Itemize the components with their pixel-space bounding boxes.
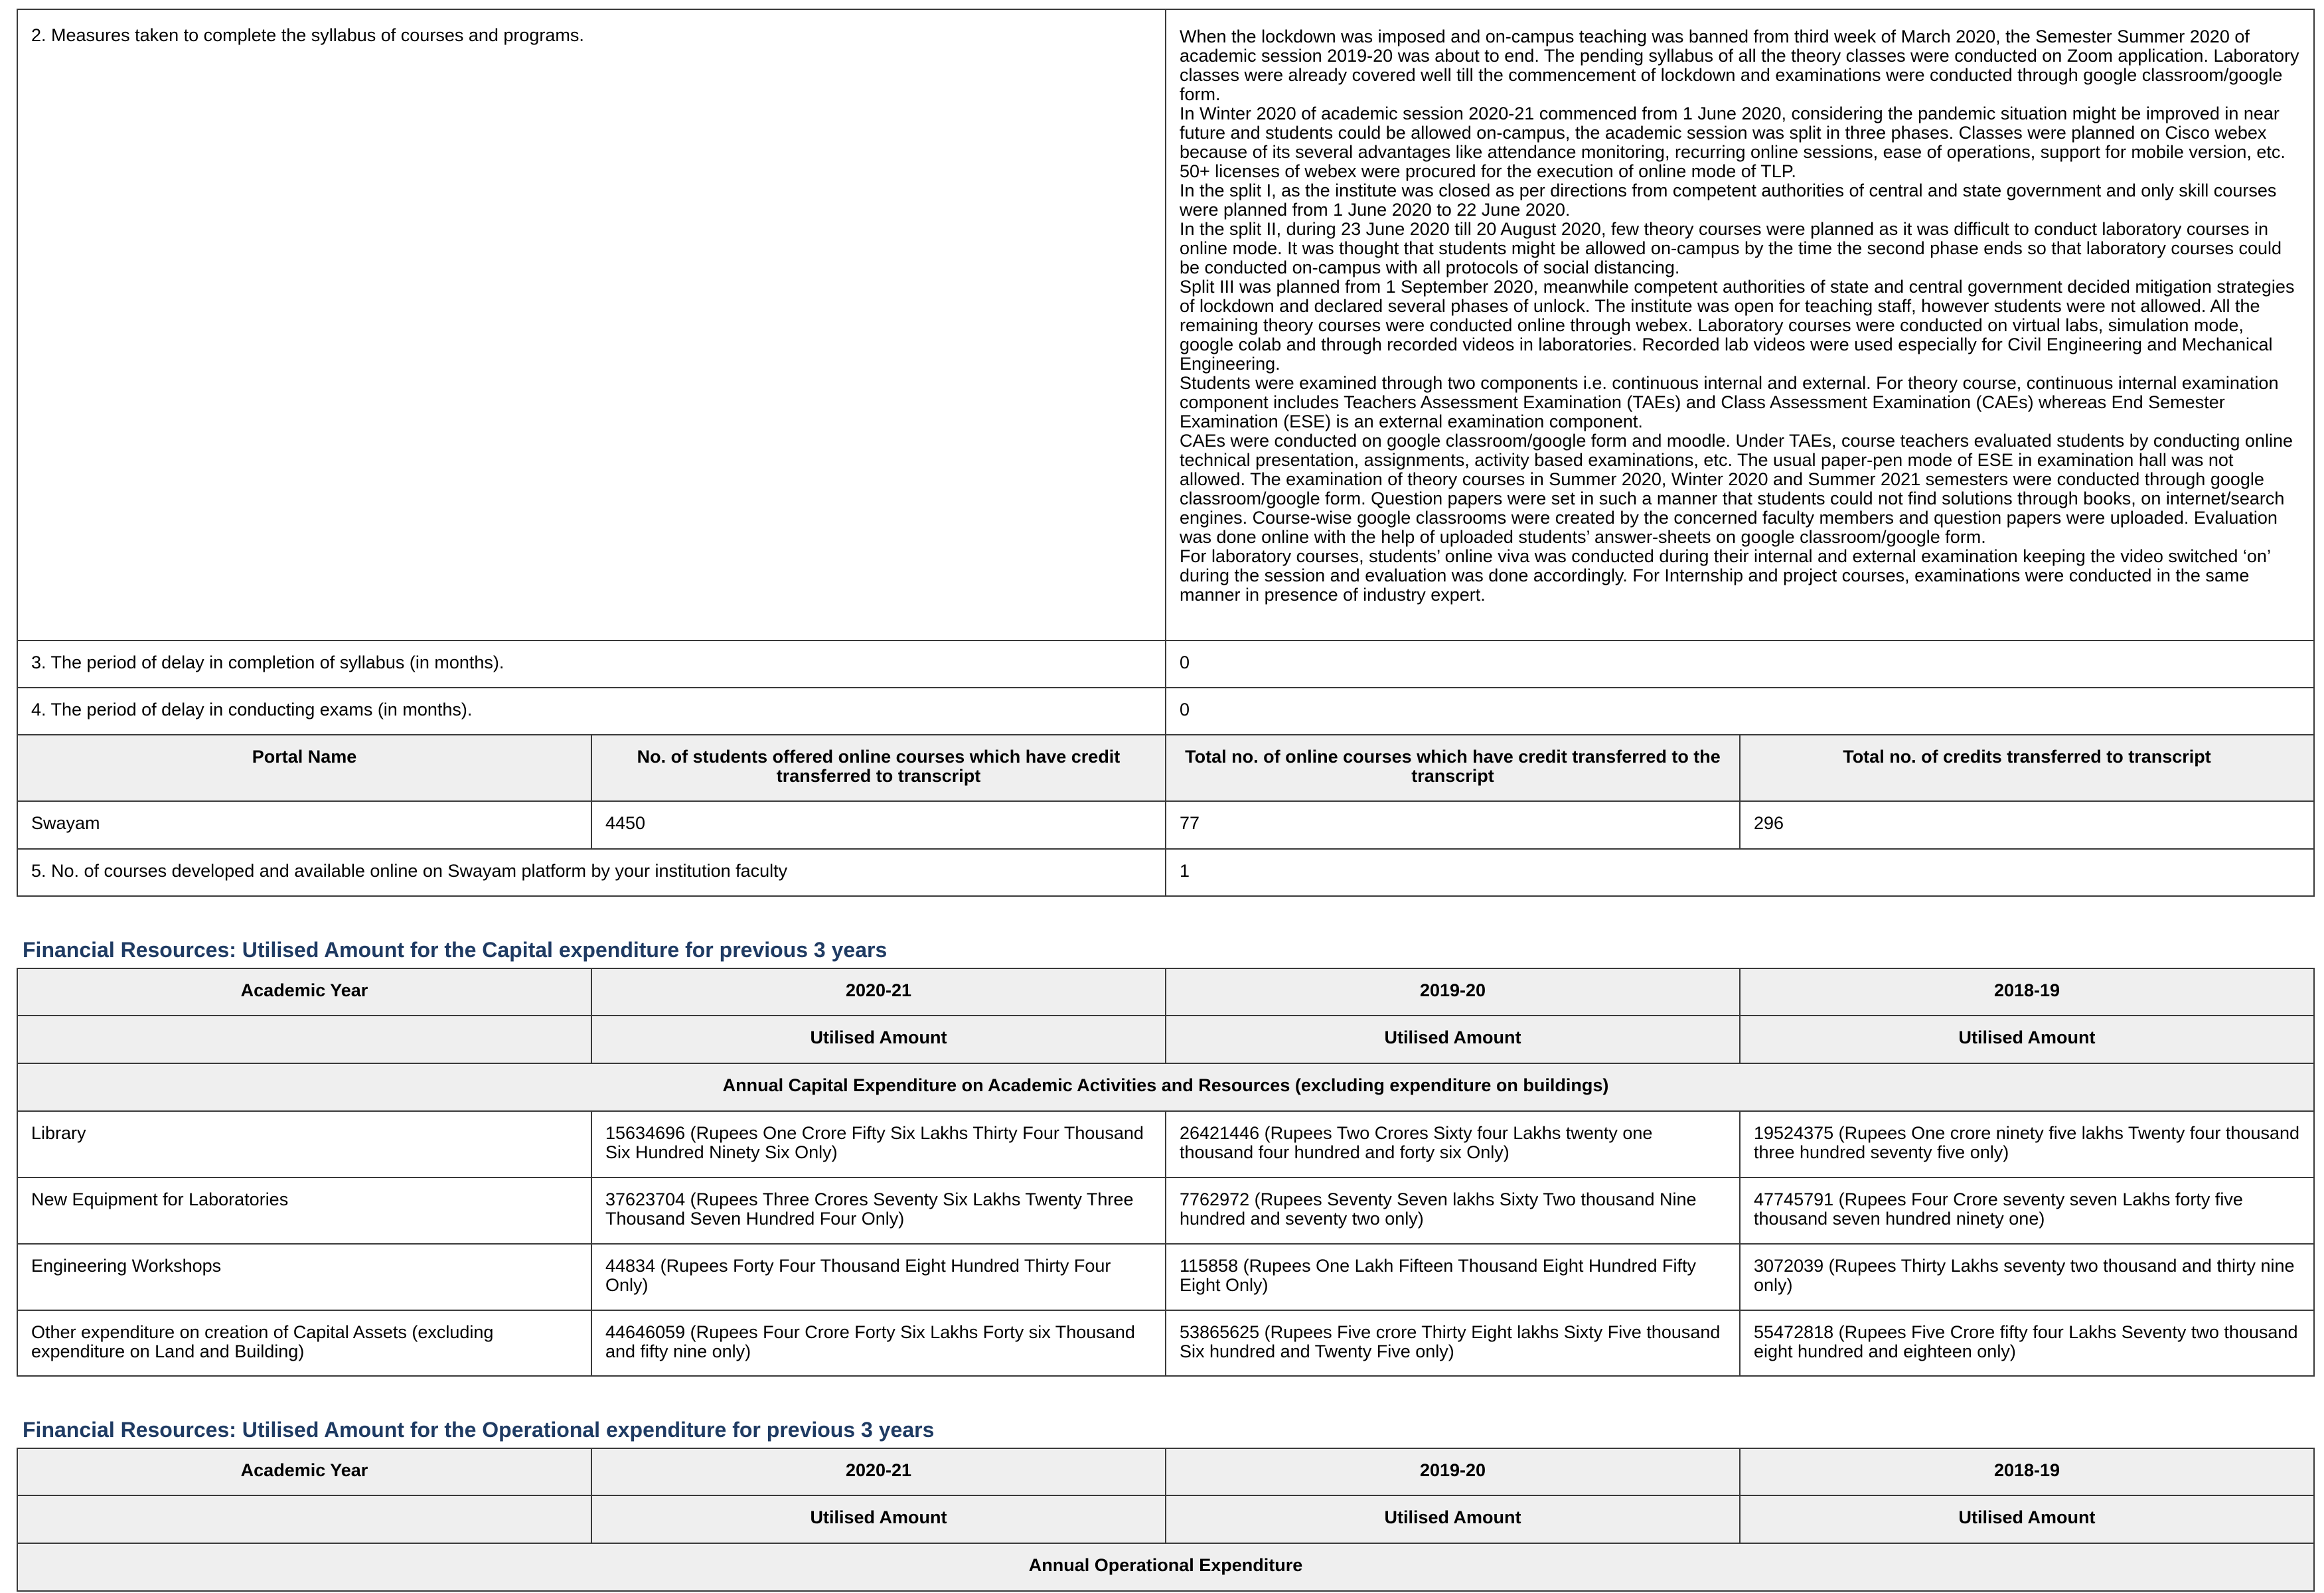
q5-label: 5. No. of courses developed and available online on Swayam platform by your institution faculty	[17, 849, 1166, 896]
amount-cell: 47745791 (Rupees Four Crore seventy seven Lakhs forty five thousand seven hundred ninety one)	[1740, 1177, 2314, 1244]
amount-cell: 19524375 (Rupees One crore ninety five lakhs Twenty four thousand three hundred seventy five only)	[1740, 1111, 2314, 1177]
q2-paragraph: CAEs were conducted on google classroom/google form and moodle. Under TAEs, course teachers evaluated students by conducting online technical presentation, assignments, activity based examinations, etc. The usual paper-pen mode of ESE in examination hall was not allowed. The examination of theory courses in Summer 2020, Winter 2020 and Summer 2021 semesters were conducted through google classroom/google form. Question papers were set in such a manner that students could not find solutions through books, on internet/search engines. Course-wise google classrooms were created by the concerned faculty members and question papers were uploaded. Evaluation was done online with the help of uploaded students’ answer-sheets on google classroom/google form.	[1180, 431, 2293, 547]
operational-expenditure-table	[17, 1448, 2315, 1592]
amount-cell: 15634696 (Rupees One Crore Fifty Six Lakhs Thirty Four Thousand Six Hundred Ninety Six Only)	[591, 1111, 1166, 1177]
q5-row	[17, 849, 2314, 896]
q2-paragraph: In the split I, as the institute was closed as per directions from competent authorities of central and state government and only skill courses were planned from 1 June 2020 to 22 June 2020.	[1180, 181, 2277, 220]
q4-label: 4. The period of delay in conducting exams (in months).	[17, 688, 1166, 735]
section-row	[17, 1063, 2314, 1111]
amount-cell: 26421446 (Rupees Two Crores Sixty four Lakhs twenty one thousand four hundred and forty six Only)	[1166, 1111, 1740, 1177]
portal-header: Total no. of online courses which have credit transferred to the transcript	[1166, 735, 1740, 801]
q2-paragraph: In Winter 2020 of academic session 2020-21 commenced from 1 June 2020, considering the pandemic situation might be improved in near future and students could be allowed on-campus, the academic session was split in three phases. Classes were planned on Cisco webex because of its several advantages like attendance monitoring, recurring online sessions, ease of operations, support for mobile version, etc. 50+ licenses of webex were procured for the execution of online mode of TLP.	[1180, 104, 2285, 181]
q2-answer	[1166, 9, 2314, 641]
capital-section-label: Annual Capital Expenditure on Academic Activities and Resources (excluding expenditure on buildings)	[17, 1063, 2314, 1111]
year-header: 2018-19	[1740, 968, 2314, 1016]
operational-section-title: Financial Resources: Utilised Amount for the Operational expenditure for previous 3 years	[23, 1418, 935, 1442]
operational-section-label: Annual Operational Expenditure	[17, 1543, 2314, 1591]
capital-expenditure-table	[17, 968, 2315, 1377]
subheader-row	[17, 1495, 2314, 1543]
portal-cell: 296	[1740, 801, 2314, 849]
amount-cell: 3072039 (Rupees Thirty Lakhs seventy two thousand and thirty nine only)	[1740, 1244, 2314, 1310]
table-row	[17, 1310, 2314, 1376]
row-label: Other expenditure on creation of Capital Assets (excluding expenditure on Land and Building)	[17, 1310, 591, 1376]
year-header-row	[17, 968, 2314, 1016]
portal-row	[17, 801, 2314, 849]
empty-header-cell	[17, 1495, 591, 1543]
year-header: 2018-19	[1740, 1448, 2314, 1495]
amount-cell: 44646059 (Rupees Four Crore Forty Six Lakhs Forty six Thousand and fifty nine only)	[591, 1310, 1166, 1376]
portal-header: No. of students offered online courses which have credit transferred to transcript	[591, 735, 1166, 801]
q3-label: 3. The period of delay in completion of syllabus (in months).	[17, 641, 1166, 688]
q4-value: 0	[1166, 688, 2314, 735]
utilised-amount-header: Utilised Amount	[1166, 1016, 1740, 1063]
amount-cell: 37623704 (Rupees Three Crores Seventy Six Lakhs Twenty Three Thousand Seven Hundred Four Only)	[591, 1177, 1166, 1244]
table-row	[17, 1244, 2314, 1310]
empty-header-cell	[17, 1016, 591, 1063]
utilised-amount-header: Utilised Amount	[591, 1495, 1166, 1543]
amount-cell: 53865625 (Rupees Five crore Thirty Eight lakhs Sixty Five thousand Six hundred and Twenty Five only)	[1166, 1310, 1740, 1376]
q3-value: 0	[1166, 641, 2314, 688]
q2-paragraph: For laboratory courses, students’ online viva was conducted during their internal and external examination keeping the video switched ‘on’ during the session and evaluation was done accordingly. For Internship and project courses, examinations were conducted in the same manner in presence of industry expert.	[1180, 546, 2270, 605]
academic-year-header: Academic Year	[17, 1448, 591, 1495]
syllabus-measures-table	[17, 9, 2315, 897]
q3-row	[17, 641, 2314, 688]
portal-cell: Swayam	[17, 801, 591, 849]
q2-paragraph: When the lockdown was imposed and on-campus teaching was banned from third week of March 2020, the Semester Summer 2020 of academic session 2019-20 was about to end. The pending syllabus of all the theory classes were conducted on Zoom application. Laboratory classes were already covered well till the commencement of lockdown and examinations were conducted through google classroom/google form.	[1180, 27, 2299, 104]
table-row	[17, 1111, 2314, 1177]
year-header: 2020-21	[591, 1448, 1166, 1495]
utilised-amount-header: Utilised Amount	[1740, 1016, 2314, 1063]
subheader-row	[17, 1016, 2314, 1063]
q5-value: 1	[1166, 849, 2314, 896]
capital-section-title: Financial Resources: Utilised Amount for the Capital expenditure for previous 3 years	[23, 938, 888, 962]
amount-cell: 44834 (Rupees Forty Four Thousand Eight Hundred Thirty Four Only)	[591, 1244, 1166, 1310]
portal-header: Portal Name	[17, 735, 591, 801]
year-header: 2019-20	[1166, 1448, 1740, 1495]
table-row	[17, 1177, 2314, 1244]
q2-label: 2. Measures taken to complete the syllabus of courses and programs.	[17, 9, 1166, 641]
year-header: 2019-20	[1166, 968, 1740, 1016]
academic-year-header: Academic Year	[17, 968, 591, 1016]
amount-cell: 115858 (Rupees One Lakh Fifteen Thousand Eight Hundred Fifty Eight Only)	[1166, 1244, 1740, 1310]
q2-row	[17, 9, 2314, 641]
amount-cell: 7762972 (Rupees Seventy Seven lakhs Sixty Two thousand Nine hundred and seventy two only)	[1166, 1177, 1740, 1244]
utilised-amount-header: Utilised Amount	[591, 1016, 1166, 1063]
row-label: Library	[17, 1111, 591, 1177]
q4-row	[17, 688, 2314, 735]
portal-header-row	[17, 735, 2314, 801]
q2-paragraph: In the split II, during 23 June 2020 till 20 August 2020, few theory courses were planned as it was difficult to conduct laboratory courses in online mode. It was thought that students might be allowed on-campus by the time the second phase ends so that laboratory courses could be conducted on-campus with all protocols of social distancing.	[1180, 219, 2282, 277]
portal-cell: 4450	[591, 801, 1166, 849]
utilised-amount-header: Utilised Amount	[1740, 1495, 2314, 1543]
year-header-row	[17, 1448, 2314, 1495]
row-label: New Equipment for Laboratories	[17, 1177, 591, 1244]
q2-paragraph: Students were examined through two components i.e. continuous internal and external. For theory course, continuous internal examination component includes Teachers Assessment Examination (TAEs) and Class Assessment Examination (CAEs) whereas End Semester Examination (ESE) is an external examination component.	[1180, 373, 2279, 431]
year-header: 2020-21	[591, 968, 1166, 1016]
row-label: Engineering Workshops	[17, 1244, 591, 1310]
q2-paragraph: Split III was planned from 1 September 2020, meanwhile competent authorities of state and central government decided mitigation strategies of lockdown and declared several phases of unlock. The institute was open for teaching staff, however students were not allowed. All the remaining theory courses were conducted online through webex. Laboratory courses were conducted on virtual labs, simulation mode, google colab and through recorded videos in laboratories. Recorded lab videos were used especially for Civil Engineering and Mechanical Engineering.	[1180, 277, 2295, 374]
utilised-amount-header: Utilised Amount	[1166, 1495, 1740, 1543]
amount-cell: 55472818 (Rupees Five Crore fifty four Lakhs Seventy two thousand eight hundred and eighteen only)	[1740, 1310, 2314, 1376]
portal-header: Total no. of credits transferred to transcript	[1740, 735, 2314, 801]
section-row	[17, 1543, 2314, 1591]
portal-cell: 77	[1166, 801, 1740, 849]
